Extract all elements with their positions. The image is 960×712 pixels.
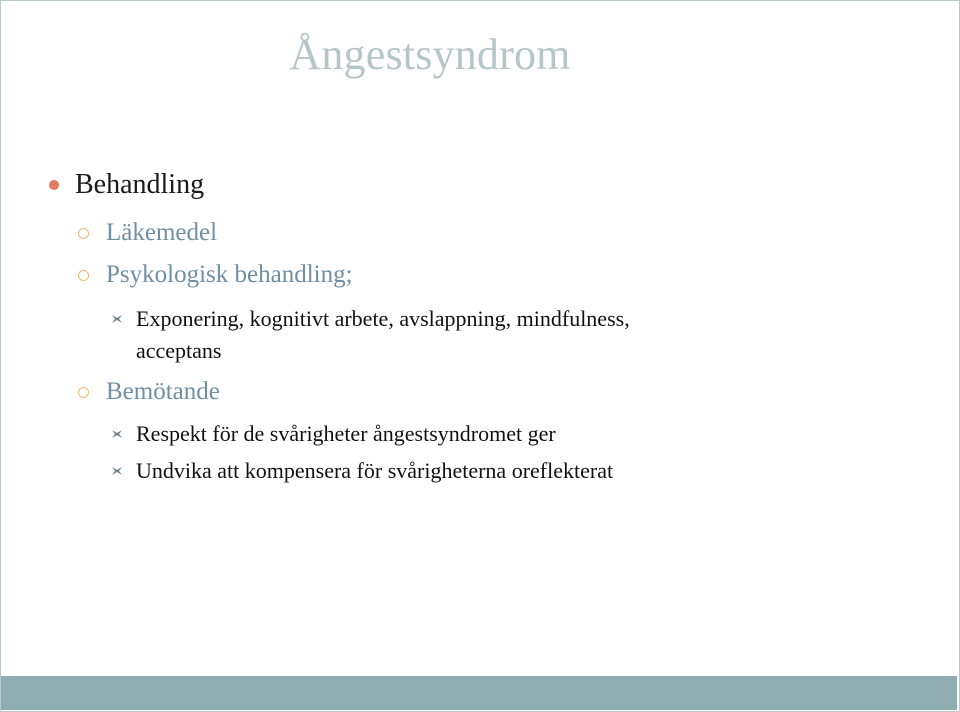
bullet-text: Bemötande xyxy=(106,378,220,405)
bullet-level3 xyxy=(111,421,556,447)
bullet-text: Psykologisk behandling; xyxy=(106,261,353,288)
bullet-text: Läkemedel xyxy=(106,219,218,246)
bullet-level2 xyxy=(78,378,220,406)
bullet-text: acceptans xyxy=(136,338,222,363)
bullet-text: Behandling xyxy=(75,169,205,200)
ring-bullet-icon xyxy=(78,228,89,239)
slide-title: Ångestsyndrom xyxy=(289,30,571,79)
fleuron-bullet-icon xyxy=(111,465,123,477)
ring-bullet-icon xyxy=(78,270,89,281)
bullet-text: Undvika att kompensera för svårigheterna oreflekterat xyxy=(136,458,614,483)
fleuron-bullet-icon xyxy=(111,313,123,325)
bullet-continuation xyxy=(136,338,222,364)
fleuron-bullet-icon xyxy=(111,428,123,440)
bullet-text: Exponering, kognitivt arbete, avslappning, mindfulness, xyxy=(136,306,630,331)
bullet-level1 xyxy=(49,169,204,201)
circle-bullet-icon xyxy=(49,180,59,190)
bullet-level2 xyxy=(78,261,353,289)
ring-bullet-icon xyxy=(78,387,89,398)
bullet-level3 xyxy=(111,458,613,484)
bullet-text: Respekt för de svårigheter ångestsyndromet ger xyxy=(136,421,556,446)
bullet-level3 xyxy=(111,306,630,332)
footer-bar xyxy=(1,676,957,710)
bullet-level2 xyxy=(78,219,217,247)
